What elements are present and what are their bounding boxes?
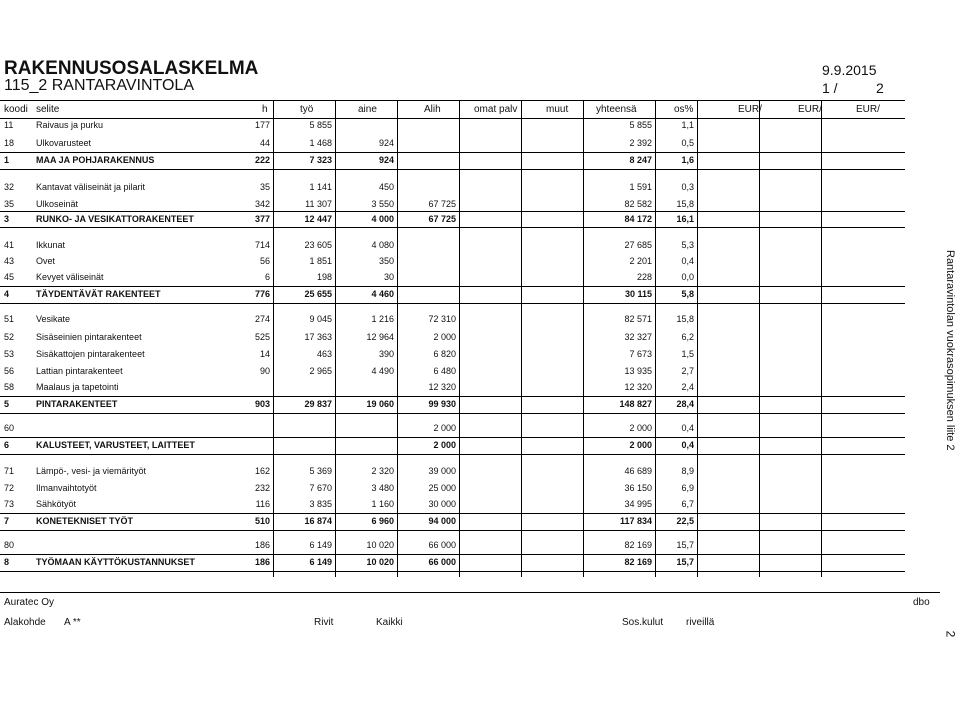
table-row (0, 330, 940, 345)
cell-alih: 67 725 (428, 199, 456, 209)
footer-riveilla: riveillä (686, 617, 715, 628)
cell-aine: 10 020 (366, 540, 394, 550)
cell-h: 377 (254, 214, 270, 224)
cell-desc: RUNKO- JA VESIKATTORAKENTEET (36, 214, 194, 224)
cell-os: 15,8 (676, 199, 694, 209)
total-rule (0, 530, 905, 531)
cell-os: 0,5 (681, 138, 694, 148)
table-row (0, 464, 940, 479)
cell-aine: 390 (378, 349, 394, 359)
cell-code: 52 (4, 332, 15, 342)
col-header-h: h (262, 104, 268, 115)
cell-h: 44 (259, 138, 270, 148)
cell-h: 714 (254, 240, 270, 250)
page-total: 2 (876, 80, 884, 96)
cell-os: 15,8 (676, 314, 694, 324)
cell-tyo: 16 874 (304, 516, 332, 526)
cell-code: 18 (4, 138, 15, 148)
table-row-total (0, 153, 940, 168)
cell-h: 116 (255, 499, 270, 509)
cell-desc: Maalaus ja tapetointi (36, 382, 119, 392)
cell-tyo: 1 851 (309, 256, 332, 266)
cell-yhteensa: 1 591 (629, 182, 652, 192)
cell-yhteensa: 5 855 (629, 120, 652, 130)
cell-os: 16,1 (676, 214, 694, 224)
cell-os: 15,7 (676, 557, 694, 567)
cell-desc: Kevyet väliseinät (36, 272, 104, 282)
cell-desc: Ulkoseinät (36, 199, 79, 209)
report-title: RAKENNUSOSALASKELMA (4, 58, 259, 79)
table-row-total (0, 514, 940, 529)
cell-os: 5,3 (681, 240, 694, 250)
cell-tyo: 6 149 (309, 540, 332, 550)
cell-alih: 2 000 (433, 423, 456, 433)
cell-alih: 2 000 (433, 332, 456, 342)
cell-os: 6,2 (681, 332, 694, 342)
cell-aine: 4 080 (371, 240, 394, 250)
cell-alih: 39 000 (428, 466, 456, 476)
cell-desc: MAA JA POHJARAKENNUS (36, 155, 155, 165)
cell-tyo: 2 965 (309, 366, 332, 376)
col-header-os: os% (674, 104, 694, 115)
cell-desc: Sisäkattojen pintarakenteet (36, 349, 145, 359)
cell-tyo: 11 307 (305, 199, 332, 209)
cell-aine: 30 (383, 272, 394, 282)
table-row (0, 180, 940, 195)
cell-tyo: 9 045 (309, 314, 332, 324)
cell-code: 53 (4, 349, 15, 359)
cell-alih: 99 930 (428, 399, 456, 409)
cell-code: 7 (4, 516, 10, 526)
cell-desc: Kantavat väliseinät ja pilarit (36, 182, 146, 192)
cell-os: 1,5 (681, 349, 694, 359)
cell-desc: TYÖMAAN KÄYTTÖKUSTANNUKSET (36, 557, 195, 567)
page-number: 1 / (822, 80, 838, 96)
cell-desc: KALUSTEET, VARUSTEET, LAITTEET (36, 440, 195, 450)
cell-code: 35 (4, 199, 15, 209)
cell-code: 5 (4, 399, 10, 409)
cell-aine: 350 (378, 256, 394, 266)
total-rule (0, 303, 905, 304)
cell-aine: 1 160 (371, 499, 394, 509)
table-row (0, 270, 940, 285)
col-header-eur-2: EUR/ (798, 104, 822, 115)
cell-aine: 924 (378, 138, 394, 148)
col-header-alih: Alih (424, 104, 441, 115)
cell-tyo: 17 363 (304, 332, 332, 342)
cell-aine: 3 480 (371, 483, 394, 493)
table-row (0, 421, 940, 436)
header-top-rule (0, 100, 905, 101)
cell-aine: 3 550 (371, 199, 394, 209)
cell-alih: 6 480 (433, 366, 456, 376)
footer-a-flag: A ** (64, 617, 81, 628)
cell-code: 72 (4, 483, 15, 493)
footer-rule (0, 592, 940, 593)
cell-desc: Vesikate (36, 314, 71, 324)
cell-h: 525 (254, 332, 270, 342)
cell-h: 903 (254, 399, 270, 409)
cell-desc: Ikkunat (36, 240, 66, 250)
cell-code: 4 (4, 289, 10, 299)
cell-aine: 4 490 (371, 366, 394, 376)
cell-yhteensa: 46 689 (624, 466, 652, 476)
cell-os: 6,7 (681, 499, 694, 509)
cell-yhteensa: 30 115 (624, 289, 652, 299)
table-row-total (0, 555, 940, 570)
cell-aine: 2 320 (371, 466, 394, 476)
total-rule (0, 169, 905, 170)
cell-yhteensa: 228 (636, 272, 652, 282)
cell-alih: 66 000 (428, 557, 456, 567)
cell-tyo: 29 837 (304, 399, 332, 409)
col-header-aine: aine (358, 104, 377, 115)
cell-yhteensa: 27 685 (624, 240, 652, 250)
cell-os: 5,8 (681, 289, 694, 299)
cell-os: 0,4 (681, 256, 694, 266)
total-rule (0, 227, 905, 228)
cell-os: 0,3 (681, 182, 694, 192)
cell-os: 0,4 (681, 440, 694, 450)
cell-yhteensa: 82 169 (624, 557, 652, 567)
cell-aine: 19 060 (366, 399, 394, 409)
cell-code: 43 (4, 256, 15, 266)
total-rule (0, 571, 905, 572)
cell-tyo: 25 655 (304, 289, 332, 299)
cell-h: 186 (254, 557, 270, 567)
col-header-tyo: työ (300, 104, 314, 115)
cell-desc: Lämpö-, vesi- ja viemärityöt (36, 466, 147, 476)
side-note: Rantaravintolan vuokrasopimuksen liite 2 (944, 250, 956, 451)
cell-code: 60 (4, 423, 15, 433)
cell-tyo: 5 369 (309, 466, 332, 476)
cell-os: 15,7 (676, 540, 694, 550)
cell-os: 22,5 (676, 516, 694, 526)
cell-yhteensa: 82 571 (624, 314, 652, 324)
cell-aine: 924 (378, 155, 394, 165)
table-row (0, 118, 940, 133)
cell-code: 45 (4, 272, 15, 282)
cell-tyo: 23 605 (304, 240, 332, 250)
cell-aine: 4 000 (371, 214, 394, 224)
cell-yhteensa: 84 172 (624, 214, 652, 224)
cell-aine: 4 460 (371, 289, 394, 299)
cell-code: 1 (4, 155, 10, 165)
cell-aine: 1 216 (371, 314, 394, 324)
cell-desc: KONETEKNISET TYÖT (36, 516, 134, 526)
cell-aine: 10 020 (366, 557, 394, 567)
cell-os: 0,4 (681, 423, 694, 433)
cell-h: 186 (254, 540, 270, 550)
cell-code: 6 (4, 440, 10, 450)
col-header-selite: selite (36, 104, 60, 115)
col-header-muut: muut (546, 104, 569, 115)
cell-desc: Raivaus ja purku (36, 120, 104, 130)
table-row-total (0, 212, 940, 227)
cell-h: 90 (259, 366, 270, 376)
cell-code: 8 (4, 557, 10, 567)
col-header-eur-1: EUR/ (738, 104, 762, 115)
cell-yhteensa: 13 935 (624, 366, 652, 376)
cell-aine: 450 (378, 182, 394, 192)
report-date: 9.9.2015 (822, 62, 877, 78)
table-row (0, 347, 940, 362)
cell-os: 28,4 (676, 399, 694, 409)
cell-h: 342 (254, 199, 270, 209)
cell-tyo: 5 855 (309, 120, 332, 130)
cell-h: 274 (254, 314, 270, 324)
total-rule (0, 454, 905, 455)
cell-alih: 94 000 (428, 516, 456, 526)
footer-company: Auratec Oy (4, 597, 55, 608)
table-row (0, 136, 940, 151)
footer-alakohde: Alakohde (4, 617, 46, 628)
table-row-total (0, 438, 940, 453)
footer-sos-kulut: Sos.kulut (622, 617, 664, 628)
cell-tyo: 12 447 (304, 214, 332, 224)
cell-code: 80 (4, 540, 15, 550)
table-row (0, 380, 940, 395)
cell-h: 14 (259, 349, 270, 359)
cell-yhteensa: 2 392 (629, 138, 652, 148)
cell-code: 56 (4, 366, 15, 376)
cell-desc: Sähkötyöt (36, 499, 77, 509)
cell-yhteensa: 2 000 (629, 440, 652, 450)
cell-tyo: 3 835 (309, 499, 332, 509)
cell-yhteensa: 2 201 (629, 256, 652, 266)
col-header-eur-3: EUR/ (856, 104, 880, 115)
cell-yhteensa: 34 995 (624, 499, 652, 509)
table-row (0, 497, 940, 512)
cell-h: 162 (254, 466, 270, 476)
col-header-koodi: koodi (4, 104, 28, 115)
cell-yhteensa: 82 169 (624, 540, 652, 550)
total-rule (0, 413, 905, 414)
cell-os: 0,0 (681, 272, 694, 282)
cell-alih: 72 310 (428, 314, 456, 324)
table-row-total (0, 397, 940, 412)
cell-os: 1,6 (681, 155, 694, 165)
cell-yhteensa: 12 320 (624, 382, 652, 392)
cell-alih: 30 000 (428, 499, 456, 509)
cell-tyo: 6 149 (309, 557, 332, 567)
project-name: 115_2 RANTARAVINTOLA (4, 77, 194, 94)
cell-os: 8,9 (681, 466, 694, 476)
footer-dbo: dbo (913, 597, 930, 608)
cell-yhteensa: 2 000 (629, 423, 652, 433)
cell-code: 3 (4, 214, 10, 224)
table-row (0, 364, 940, 379)
cell-desc: Ovet (36, 256, 56, 266)
cell-code: 11 (4, 120, 14, 130)
cell-os: 2,7 (681, 366, 694, 376)
cell-aine: 6 960 (371, 516, 394, 526)
cell-h: 35 (259, 182, 270, 192)
cell-tyo: 7 670 (309, 483, 332, 493)
cell-alih: 66 000 (428, 540, 456, 550)
cell-desc: PINTARAKENTEET (36, 399, 118, 409)
cell-alih: 12 320 (428, 382, 456, 392)
cell-tyo: 7 323 (309, 155, 332, 165)
cell-h: 222 (254, 155, 270, 165)
footer-rivit: Rivit (314, 617, 334, 628)
cell-code: 58 (4, 382, 15, 392)
col-header-omat-palv: omat palv (474, 104, 518, 115)
cell-tyo: 463 (316, 349, 332, 359)
table-row (0, 481, 940, 496)
cell-h: 510 (254, 516, 270, 526)
cell-alih: 25 000 (428, 483, 456, 493)
cell-tyo: 1 141 (309, 182, 332, 192)
table-row (0, 312, 940, 327)
cell-alih: 67 725 (428, 214, 456, 224)
cell-code: 73 (4, 499, 15, 509)
cell-h: 177 (254, 120, 270, 130)
cell-yhteensa: 36 150 (624, 483, 652, 493)
cell-yhteensa: 148 827 (619, 399, 652, 409)
cell-h: 232 (254, 483, 270, 493)
cell-os: 1,1 (681, 120, 694, 130)
cell-yhteensa: 82 582 (624, 199, 652, 209)
cell-aine: 12 964 (366, 332, 394, 342)
cell-code: 51 (4, 314, 15, 324)
cell-tyo: 1 468 (309, 138, 332, 148)
cell-os: 2,4 (681, 382, 694, 392)
table-row (0, 254, 940, 269)
cell-desc: Sisäseinien pintarakenteet (36, 332, 142, 342)
cell-yhteensa: 32 327 (624, 332, 652, 342)
cell-desc: Ulkovarusteet (36, 138, 92, 148)
cell-alih: 2 000 (433, 440, 456, 450)
footer-kaikki: Kaikki (376, 617, 403, 628)
table-row (0, 538, 940, 553)
cell-yhteensa: 117 834 (619, 516, 652, 526)
cell-yhteensa: 7 673 (629, 349, 652, 359)
cell-code: 32 (4, 182, 15, 192)
table-row-total (0, 287, 940, 302)
cell-h: 56 (259, 256, 270, 266)
cell-desc: Ilmanvaihtotyöt (36, 483, 97, 493)
cell-desc: Lattian pintarakenteet (36, 366, 123, 376)
table-row (0, 197, 940, 212)
cell-alih: 6 820 (433, 349, 456, 359)
col-header-yhteensa: yhteensä (596, 104, 637, 115)
cell-os: 6,9 (681, 483, 694, 493)
cell-yhteensa: 8 247 (629, 155, 652, 165)
page-mark: 2 (943, 630, 958, 638)
cell-desc: TÄYDENTÄVÄT RAKENTEET (36, 289, 161, 299)
cell-tyo: 198 (316, 272, 332, 282)
cell-code: 71 (4, 466, 15, 476)
cell-h: 776 (254, 289, 270, 299)
cell-code: 41 (4, 240, 15, 250)
table-row (0, 238, 940, 253)
cell-h: 6 (264, 272, 270, 282)
